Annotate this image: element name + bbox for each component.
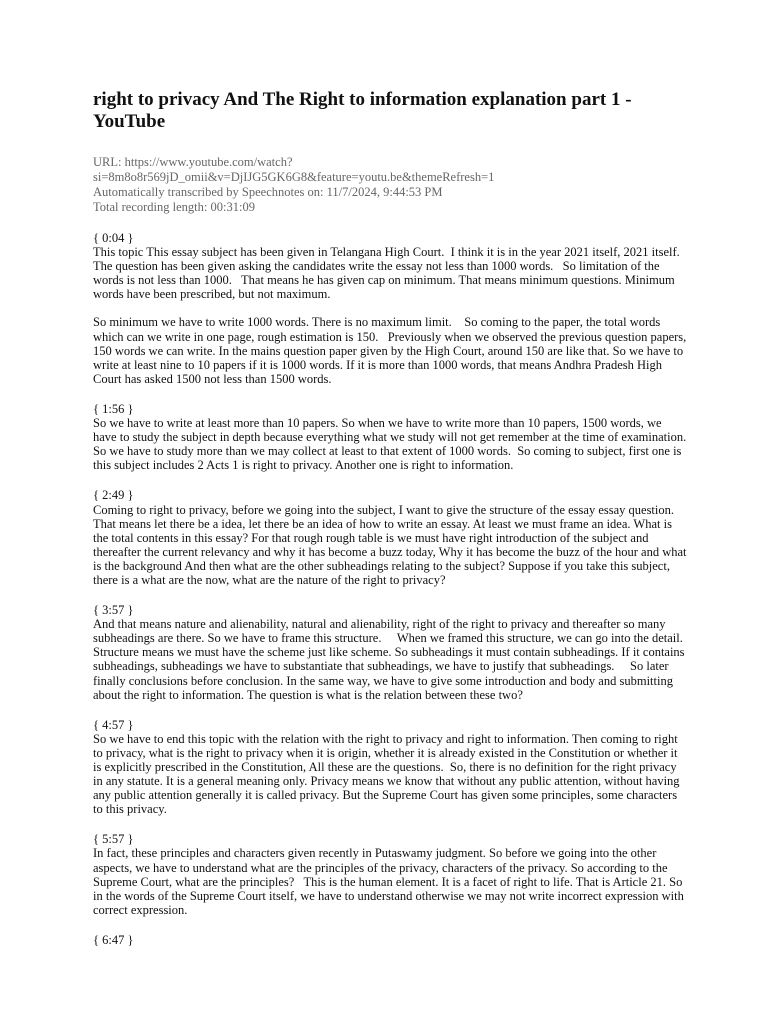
- recording-length: Total recording length: 00:31:09: [93, 200, 255, 214]
- url-line-2: si=8m8o8r569jD_omii&v=DjIJG5GK6G8&feature=youtu.be&themeRefresh=1: [93, 170, 495, 184]
- url-line-1: URL: https://www.youtube.com/watch?: [93, 155, 293, 169]
- paragraph: And that means nature and alienability, natural and alienability, right of the right to privacy and thereafter so many subheadings are there. So we have to frame this structure. When we framed this structure, we can go into the detail. Structure means we must have the scheme just like scheme. So subheadings it must contain subheadings. If it contains subheadings, subheadings we have to substantiate that subheadings, we have to justify that subheadings. So later finally conclusions before conclusion. In the same way, we have to give some introduction and body and submitting about the right to information. The question is what is the relation between these two?: [93, 617, 688, 702]
- timestamp: { 3:57 }: [93, 603, 134, 618]
- timestamp: { 0:04 }: [93, 231, 134, 245]
- transcript-section: [93, 603, 688, 702]
- timestamp: { 6:47 }: [93, 932, 134, 947]
- transcript-section: [93, 488, 688, 587]
- transcript-body: [93, 231, 688, 947]
- timestamp: { 1:56 }: [93, 401, 134, 416]
- transcript-section: [93, 231, 688, 386]
- paragraph: This topic This essay subject has been given in Telangana High Court. I think it is in the year 2021 itself, 2021 itself. The question has been given asking the candidates write the essay not less than 1000 words. So limitation of the words is not less than 1000. That means he has given cap on minimum. That means minimum questions. Minimum words have been prescribed, but not maximum.: [93, 245, 683, 302]
- timestamp: { 5:57 }: [93, 832, 134, 847]
- paragraph: So we have to write at least more than 10 papers. So when we have to write more than 10 papers, 1500 words, we have to study the subject in depth because everything what we study will not get remember at the time of examination. So we have to study more than we may collect at least to that extent of 1000 words. So coming to subject, first one is this subject includes 2 Acts 1 is right to privacy. Another one is right to information.: [93, 416, 690, 473]
- paragraph: In fact, these principles and characters given recently in Putaswamy judgment. So before we going into the other aspects, we have to understand what are the principles of the privacy, characters of the privacy. So according to the Supreme Court, what are the principles? This is the human element. It is a facet of right to life. That is Article 21. So in the words of the Supreme Court itself, we have to understand otherwise we may not write incorrect expression with correct expression.: [93, 846, 687, 917]
- paragraph: Coming to right to privacy, before we going into the subject, I want to give the structure of the essay essay question. That means let there be a idea, let there be an idea of how to write an essay. At least we must frame an idea. What is the total contents in this essay? For that rough rough table is we must have right introduction of the subject and thereafter the current relevancy and why it has become a buzz today, Why it has become the buzz of the hour and what is the background And then what are the other subheadings relating to the subject? Suppose if you take this subject, there is a what are the now, what are the nature of the right to privacy?: [93, 502, 690, 587]
- transcript-section: [93, 933, 688, 947]
- document-meta: [93, 155, 688, 215]
- timestamp: { 4:57 }: [93, 717, 134, 732]
- timestamp: { 2:49 }: [93, 488, 134, 503]
- paragraph: So minimum we have to write 1000 words. There is no maximum limit. So coming to the paper, the total words which can we write in one page, rough estimation is 150. Previously when we observed the previous question papers, 150 words we can write. In the mains question paper given by the High Court, around 150 are like that. So we have to write at least nine to 10 papers if it is 1000 words. If it is more than 1000 words, that means Andhra Pradesh High Court has asked 1500 not less than 1500 words.: [93, 315, 690, 386]
- transcription-info: Automatically transcribed by Speechnotes on: 11/7/2024, 9:44:53 PM: [93, 185, 443, 199]
- document-title: right to privacy And The Right to information explanation part 1 - YouTube: [93, 89, 632, 132]
- transcript-section: [93, 718, 688, 817]
- paragraph: So we have to end this topic with the relation with the right to privacy and right to information. Then coming to right to privacy, what is the right to privacy when it is origin, whether it is already existed in the Constitution or whether it is explicitly prescribed in the Constitution, All these are the questions. So, there is no definition for the right privacy in any statute. It is a general meaning only. Privacy means we know that without any public attention, without having any public attention generally it is called privacy. But the Supreme Court has given some principles, some characters to this privacy.: [93, 731, 683, 817]
- transcript-section: [93, 832, 688, 917]
- transcript-section: [93, 402, 688, 472]
